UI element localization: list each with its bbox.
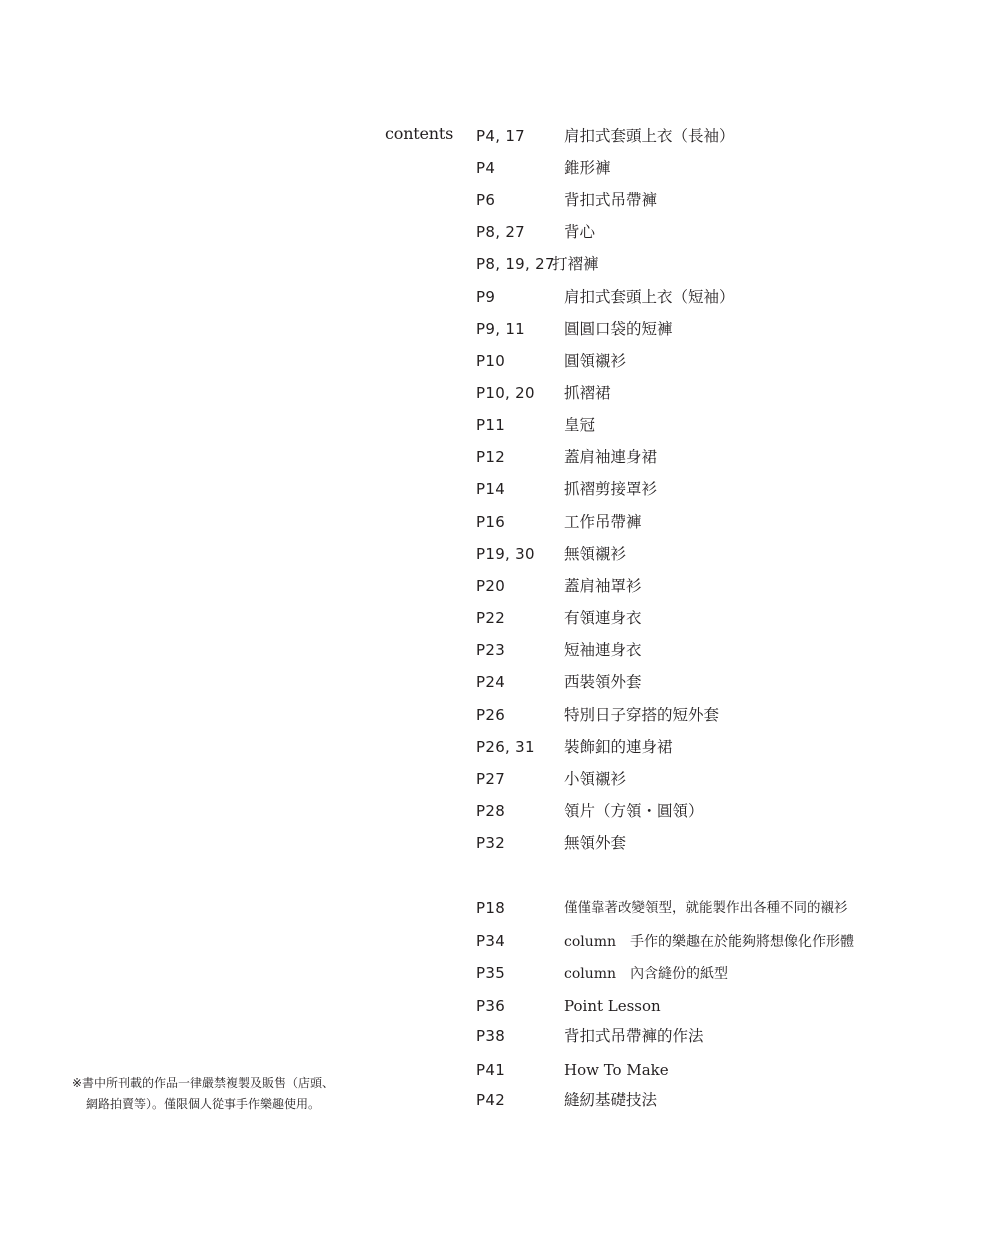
column-label: column [564, 934, 617, 950]
item-title: 西裝領外套 [564, 673, 642, 691]
page-number: P4 [476, 159, 496, 177]
contents-heading: contents [385, 124, 454, 143]
page-number: P8, 19, 27 [476, 255, 555, 273]
item-title: 無領襯衫 [564, 545, 627, 563]
page-number: P19, 30 [476, 545, 535, 563]
page-number: P14 [476, 480, 506, 498]
item-title: 無領外套 [564, 834, 627, 852]
page-number: P27 [476, 770, 506, 788]
item-title: 有領連身衣 [564, 609, 642, 627]
item-title: Point Lesson [564, 997, 661, 1015]
column-label: column [564, 966, 617, 982]
page-number: P41 [476, 1061, 506, 1079]
page-number: P26, 31 [476, 738, 535, 756]
item-title: 蓋肩袖罩衫 [564, 577, 642, 595]
item-title: 蓋肩袖連身裙 [564, 448, 658, 466]
page-number: P23 [476, 641, 506, 659]
page-number: P9 [476, 288, 496, 306]
item-title: 工作吊帶褲 [564, 513, 642, 531]
item-title: 錐形褲 [564, 159, 611, 177]
item-title: 特別日子穿搭的短外套 [564, 706, 720, 724]
item-title: 背心 [564, 223, 596, 241]
page-number: P22 [476, 609, 506, 627]
page-number: P38 [476, 1027, 506, 1045]
item-title: 背扣式吊帶褲 [564, 191, 658, 209]
page-number: P32 [476, 834, 506, 852]
page-number: P35 [476, 964, 506, 982]
item-title: 背扣式吊帶褲的作法 [564, 1027, 704, 1045]
column-text: 手作的樂趣在於能夠將想像化作形體 [630, 934, 855, 950]
item-title: 縫紉基礎技法 [564, 1091, 658, 1109]
item-title: 抓褶剪接罩衫 [564, 480, 658, 498]
item-title: 裝飾釦的連身裙 [564, 738, 673, 756]
item-title: 僅僅靠著改變領型，就能製作出各種不同的襯衫 [564, 900, 848, 916]
page-number: P16 [476, 513, 506, 531]
column-text: 內含縫份的紙型 [630, 966, 729, 982]
page-number: P34 [476, 932, 506, 950]
page-number: P6 [476, 191, 496, 209]
note-line: ※書中所刊載的作品一律嚴禁複製及販售（店頭、 [72, 1076, 335, 1090]
page-number: P11 [476, 416, 506, 434]
page-number: P4, 17 [476, 127, 526, 145]
item-title: How To Make [564, 1061, 669, 1079]
item-title: 抓褶裙 [564, 384, 611, 402]
page-number: P10, 20 [476, 384, 535, 402]
page-number: P12 [476, 448, 506, 466]
page-number: P18 [476, 899, 506, 917]
page-number: P9, 11 [476, 320, 526, 338]
item-title: 打褶褲 [552, 255, 599, 273]
item-title: 短袖連身衣 [564, 641, 642, 659]
item-title [564, 929, 854, 954]
page-number: P36 [476, 997, 506, 1015]
page-number: P10 [476, 352, 506, 370]
page-number: P28 [476, 802, 506, 820]
item-title: 小領襯衫 [564, 770, 627, 788]
copyright-note [72, 1073, 372, 1115]
item-title: 圓領襯衫 [564, 352, 627, 370]
page-number: P8, 27 [476, 223, 526, 241]
item-title: 肩扣式套頭上衣（短袖） [564, 288, 735, 306]
page-number: P26 [476, 706, 506, 724]
item-title [564, 961, 728, 986]
page-number: P24 [476, 673, 506, 691]
item-title: 皇冠 [564, 416, 596, 434]
item-title: 肩扣式套頭上衣（長袖） [564, 127, 735, 145]
item-title: 圓圓口袋的短褲 [564, 320, 673, 338]
item-title: 領片（方領・圓領） [564, 802, 704, 820]
note-line: 網路拍賣等）。僅限個人從事手作樂趣使用。 [86, 1097, 321, 1111]
page-number: P20 [476, 577, 506, 595]
page-number: P42 [476, 1091, 506, 1109]
